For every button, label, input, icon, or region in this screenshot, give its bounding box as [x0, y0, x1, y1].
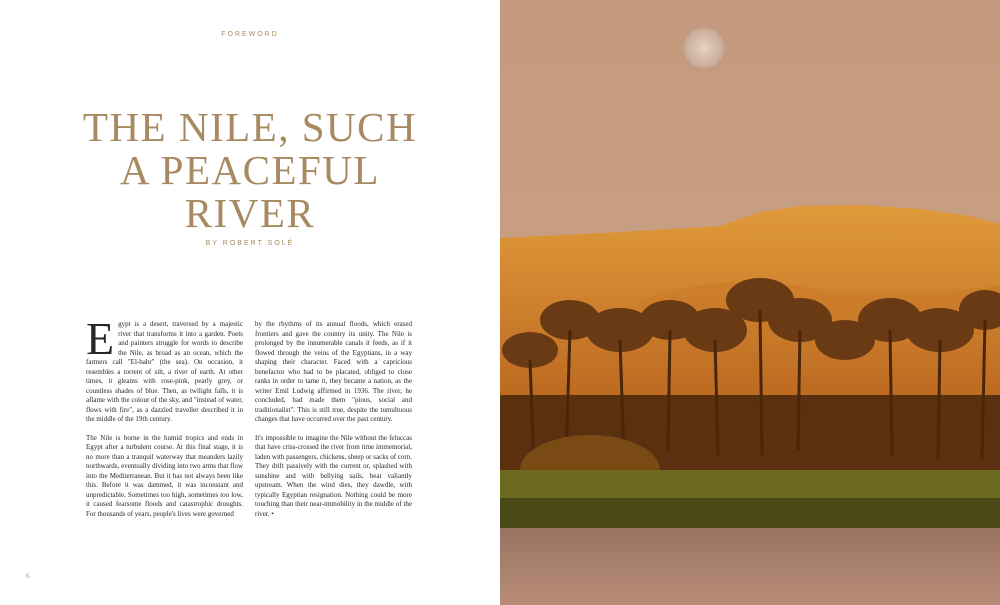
- text-column-2: [255, 320, 412, 528]
- paragraph-1: [86, 313, 243, 425]
- title-line-3: RIVER: [184, 190, 316, 236]
- paragraph-4: It's impossible to imagine the Nile without the feluccas that have criss-crossed the river from time immemorial, laden with passengers, chickens, sheep or sacks of corn. They drift passively with the current or, splashed with sunshine and with bellying sails, beat valiantly upstream. When the wind dies, they dawdle, with typically Egyptian resignation. Nothing could be more touching than their near-immobility in the middle of the river. •: [255, 433, 412, 518]
- section-label: FOREWORD: [221, 31, 279, 38]
- moon: [684, 28, 724, 68]
- paragraph-2: The Nile is borne in the humid tropics and ends in Egypt after a turbulent course. At this final stage, it is no more than a tranquil waterway that meanders lazily northwards, eventually dividing into two arms that flow into the Mediterranean. But it has not always been like this. Before it was dammed, it was inconstant and unpredictable. Sometimes too high, sometimes too low, it caused fearsome floods and catastrophic droughts. For thousands of years, people's lives were governed: [86, 433, 243, 518]
- riverbank-field: [500, 470, 1000, 500]
- drop-cap: E: [86, 313, 115, 364]
- title-line-1: THE NILE, SUCH: [82, 104, 418, 150]
- paragraph-1-text: gypt is a desert, traversed by a majestic river that transforms it into a garden. Poets and painters struggle for words to describe the Nile, as broad as an ocean, which the farmers call "El-bahr" (the sea). On occasion, it resembles a torrent of silt, a river of earth. At other times, it gleams with rose-pink, pearly grey, or countless shades of blue. Then, as twilight falls, it is aflame with the colour of the sky, and "instead of water, flows with fire", as a dazzled traveller described it in the middle of the 19th century.: [86, 320, 243, 423]
- river-water: [500, 528, 1000, 605]
- title-line-2: A PEACEFUL: [120, 147, 380, 193]
- nile-landscape-image: [500, 0, 1000, 605]
- page-number: 6: [26, 572, 30, 580]
- article-title: [0, 106, 500, 235]
- byline: BY ROBERT SOLÉ: [205, 240, 295, 247]
- text-column-1: [86, 313, 243, 528]
- paragraph-3: by the rhythms of its annual floods, which erased frontiers and gave the country its unity. The Nile is prolonged by the innumerable canals it feeds, as if it flowed through the veins of the Egyptians, in a way shaping their character. Faced with a capricious benefactor who had to be placated, obliged to close ranks in order to tame it, they became a nation, as the writer Emil Ludwig affirmed in 1936. The river, he concluded, had made them "pious, social and traditionalist". This is still true, despite the tumultuous changes that have occurred over the past century.: [255, 320, 412, 423]
- nile-photo: [500, 0, 1000, 605]
